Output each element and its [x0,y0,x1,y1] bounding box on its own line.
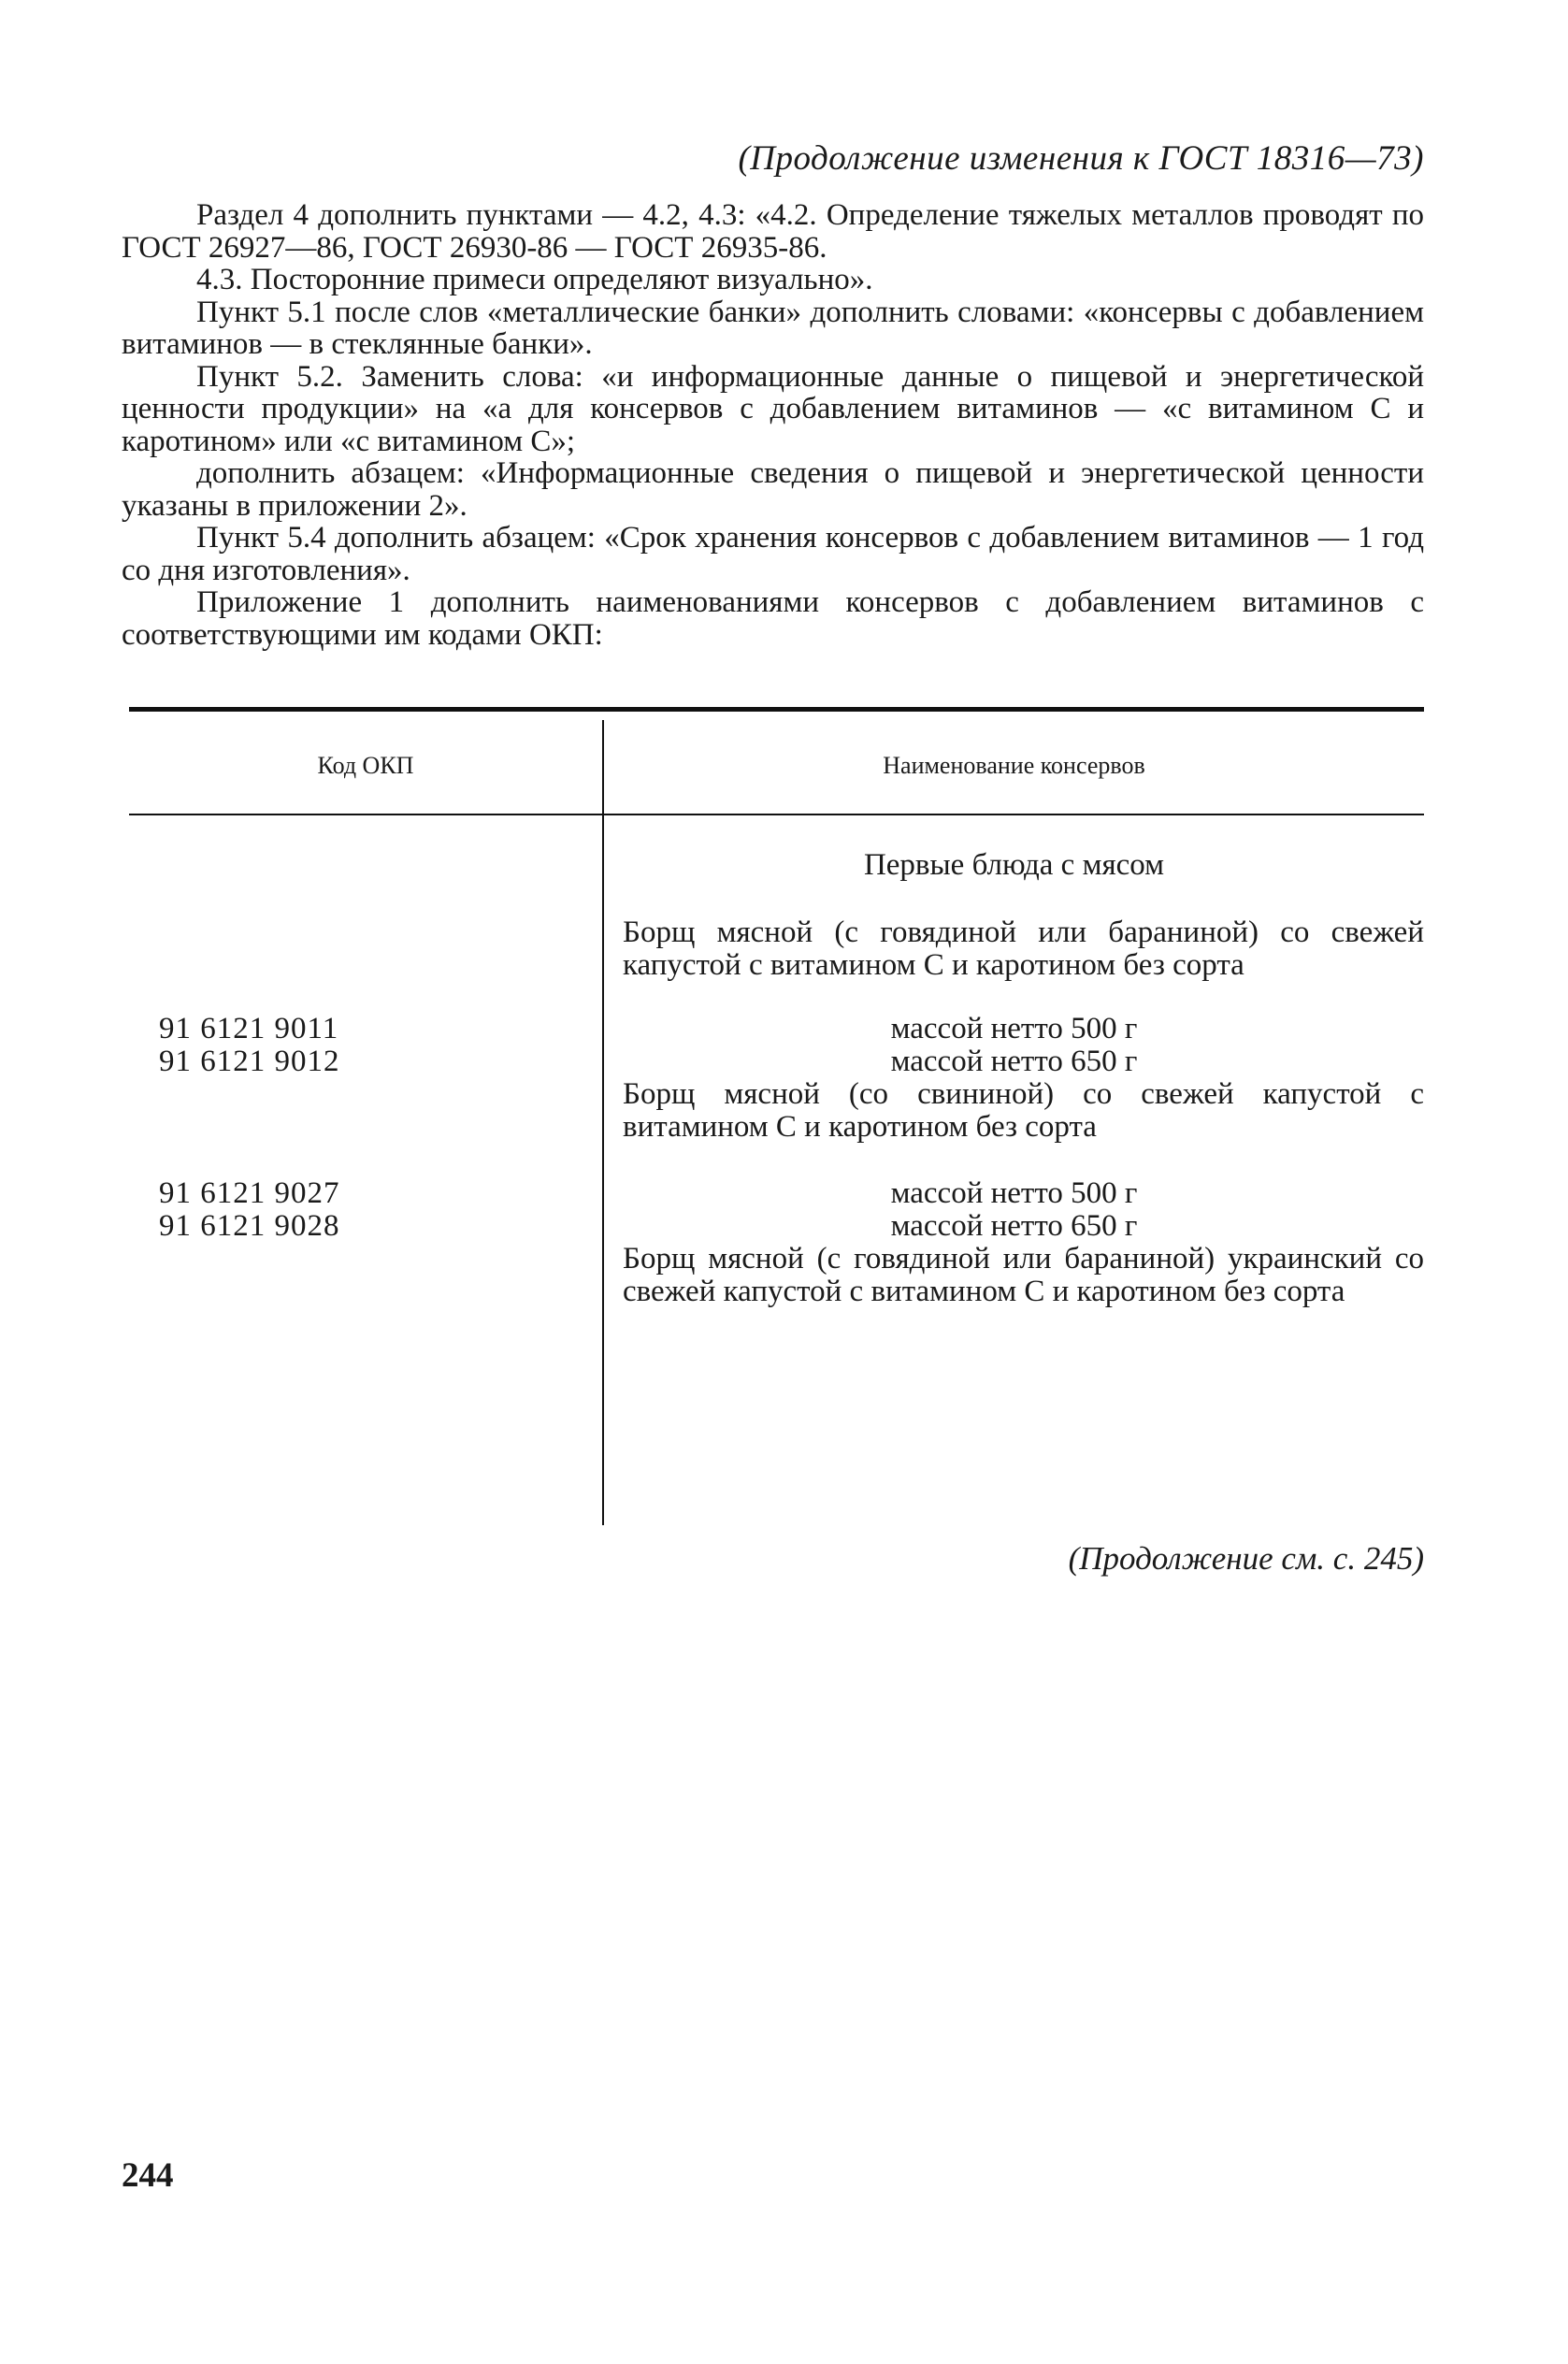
paragraph: Пункт 5.2. Заменить слова: «и информационные данные о пищевой и энергетической ценности продукции» на «а для консервов с добавлением витаминов — «с витамином С и каротином» или «с витамином С»; [122,359,1424,458]
table-header-rule [129,814,1424,815]
okp-code: 91 6121 9028 [159,1209,340,1243]
product-mass: массой нетто 500 г [890,1176,1138,1210]
product-name: Борщ мясной (со свининой) со свежей капустой с витамином С и каротином без сорта [623,1077,1424,1144]
paragraph: Приложение 1 дополнить наименованиями консервов с добавлением витаминов с соответствующими им кодами ОКП: [122,585,1424,652]
paragraph: дополнить абзацем: «Информационные сведения о пищевой и энергетической ценности указаны в приложении 2». [122,456,1424,523]
product-mass: массой нетто 650 г [890,1045,1138,1078]
product-name: Борщ мясной (с говядиной или бараниной) со свежей капустой с витамином С и каротином без сорта [623,915,1424,982]
paragraph: Пункт 5.1 после слов «металлические банки» дополнить словами: «консервы с добавлением витаминов — в стеклянные банки». [122,295,1424,361]
product-name: Борщ мясной (с говядиной или бараниной) украинский со свежей капустой с витамином С и каротином без сорта [623,1242,1424,1308]
okp-code: 91 6121 9012 [159,1045,340,1078]
column-header-name: Наименование консервов [883,752,1145,779]
okp-table [129,707,1424,1525]
paragraph: 4.3. Посторонние примеси определяют визуально». [196,263,873,296]
table-column-divider [602,720,604,1525]
product-mass: массой нетто 650 г [890,1209,1138,1243]
page-number: 244 [122,2156,174,2195]
table-top-rule [129,707,1424,712]
page-header: (Продолжение изменения к ГОСТ 18316—73) [738,139,1424,178]
okp-code: 91 6121 9011 [159,1012,339,1045]
continuation-note: (Продолжение см. с. 245) [1068,1540,1424,1577]
column-header-code: Код ОКП [317,752,414,779]
okp-code: 91 6121 9027 [159,1176,340,1210]
product-mass: массой нетто 500 г [890,1012,1138,1045]
paragraph: Пункт 5.4 дополнить абзацем: «Срок хранения консервов с добавлением витаминов — 1 год со дня изготовления». [122,521,1424,587]
section-title: Первые блюда с мясом [863,848,1165,882]
paragraph: Раздел 4 дополнить пунктами — 4.2, 4.3: «4.2. Определение тяжелых металлов проводят по ГОСТ 26927—86, ГОСТ 26930-86 — ГОСТ 26935-86. [122,198,1424,265]
body-text [122,199,1424,651]
